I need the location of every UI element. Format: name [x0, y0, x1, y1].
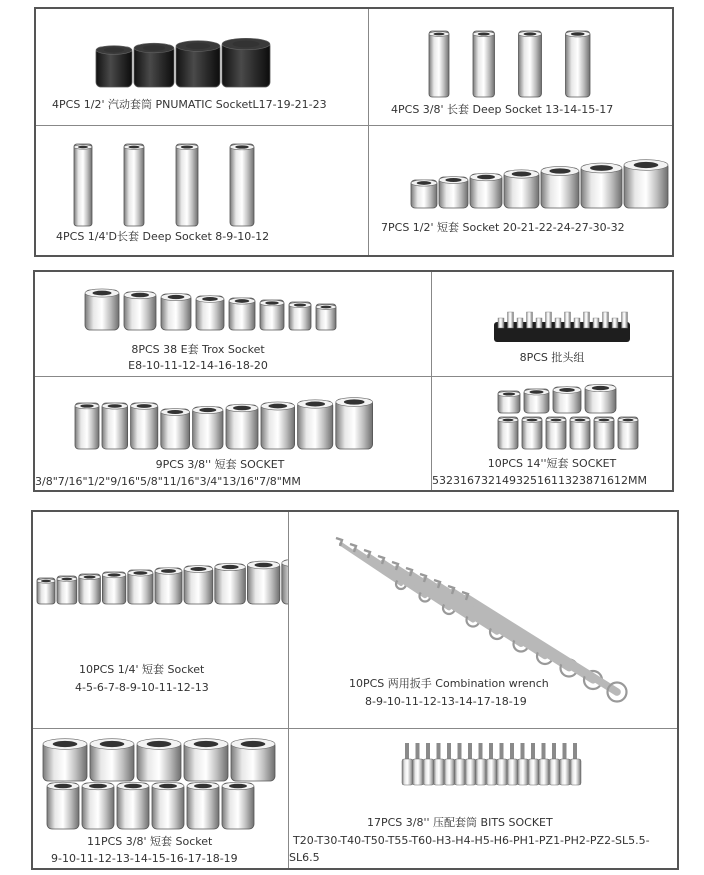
bit-socket-icon	[507, 743, 518, 785]
bit-socket-icon	[486, 743, 497, 785]
product-caption: 10PCS 1/4' 短套 Socket	[79, 663, 205, 676]
panel-deep-and-pneumatic-sockets	[34, 7, 674, 257]
socket-icon	[618, 417, 638, 449]
socket-icon	[522, 417, 542, 449]
socket-icon	[282, 559, 288, 604]
bit-socket-icon	[402, 743, 413, 785]
socket-icon	[298, 400, 333, 449]
bit-socket-icon	[497, 743, 508, 785]
bit-socket-icon	[444, 743, 455, 785]
socket-icon	[47, 782, 79, 829]
product-cell-deep-socket-1-4[interactable]	[36, 126, 368, 255]
product-caption: 11PCS 3/8' 短套 Socket	[87, 835, 213, 848]
bit-socket-icon	[560, 743, 571, 785]
bit-socket-icon	[455, 743, 466, 785]
socket-icon	[546, 417, 566, 449]
product-caption: 17PCS 3/8'' 压配套筒 BITS SOCKET	[367, 816, 553, 829]
product-caption: 8PCS 38 E套 Trox Socket	[131, 343, 265, 356]
product-caption: 7PCS 1/2' 短套 Socket 20-21-22-24-27-30-32	[381, 221, 625, 234]
socket-icon	[161, 409, 190, 449]
socket-icon	[624, 160, 668, 208]
panel-sockets-wrenches-bits	[31, 510, 679, 870]
product-caption: 9PCS 3/8'' 短套 SOCKET	[155, 458, 285, 471]
socket-icon	[124, 291, 156, 330]
bit-socket-icon	[413, 743, 424, 785]
product-cell-short-socket-1-2[interactable]	[369, 126, 672, 255]
product-cell-11pcs-socket[interactable]	[33, 729, 288, 868]
bit-socket-icon	[518, 743, 529, 785]
socket-icon	[187, 782, 219, 829]
socket-icon	[184, 739, 228, 781]
socket-icon	[289, 302, 311, 330]
socket-icon	[90, 739, 134, 781]
bit-socket-icon	[570, 743, 581, 785]
socket-icon	[336, 398, 373, 449]
bit-socket-icon	[549, 743, 560, 785]
product-cell-e-trox-socket[interactable]	[35, 272, 431, 376]
short-sockets-image	[369, 126, 672, 255]
socket-icon	[570, 417, 590, 449]
socket-icon	[193, 406, 223, 449]
socket-icon	[43, 739, 87, 781]
socket-icon	[134, 43, 174, 87]
bit-socket-icon	[465, 743, 476, 785]
bit-socket-icon	[528, 743, 539, 785]
socket-icon	[196, 296, 224, 330]
short-sockets-image	[33, 512, 288, 728]
socket-icon	[74, 144, 92, 226]
product-cell-9pcs-socket[interactable]	[35, 377, 431, 490]
product-cell-bit-set[interactable]	[432, 272, 672, 376]
socket-icon	[82, 782, 114, 829]
product-caption: 8-9-10-11-12-13-14-17-18-19	[365, 695, 527, 708]
product-cell-deep-socket-3-8[interactable]	[369, 9, 672, 125]
socket-icon	[594, 417, 614, 449]
product-cell-bits-socket[interactable]	[289, 729, 677, 868]
bit-socket-icon	[539, 743, 550, 785]
socket-icon	[498, 417, 518, 449]
socket-icon	[75, 403, 99, 449]
socket-icon	[411, 180, 437, 208]
product-cell-combination-wrench[interactable]	[289, 512, 677, 728]
socket-icon	[229, 298, 255, 330]
socket-icon	[215, 563, 246, 604]
socket-icon	[261, 402, 295, 449]
socket-icon	[498, 391, 520, 413]
socket-icon	[470, 173, 502, 208]
socket-icon	[85, 289, 119, 330]
socket-icon	[102, 572, 125, 604]
socket-icon	[131, 403, 158, 449]
product-caption: T20-T30-T40-T50-T55-T60-H3-H4-H5-H6-PH1-PZ1-PH2-PZ2-SL5.5-	[293, 834, 650, 847]
product-cell-1-4-socket[interactable]	[33, 512, 288, 728]
socket-icon	[124, 144, 144, 226]
socket-icon	[247, 561, 279, 604]
socket-icon	[79, 574, 101, 604]
bit-socket-icon	[434, 743, 445, 785]
socket-icon	[519, 31, 542, 97]
product-caption: 8PCS 批头组	[519, 351, 585, 364]
product-caption: SL6.5	[289, 851, 320, 864]
socket-icon	[429, 31, 449, 97]
socket-icon	[316, 304, 336, 330]
product-caption: 10PCS 两用扳手 Combination wrench	[349, 677, 549, 690]
socket-icon	[152, 782, 184, 829]
socket-icon	[37, 578, 55, 604]
socket-icon	[222, 38, 270, 87]
product-caption: 4-5-6-7-8-9-10-11-12-13	[75, 681, 209, 694]
socket-icon	[566, 31, 591, 97]
socket-icon	[137, 739, 181, 781]
bit-socket-icon	[476, 743, 487, 785]
socket-icon	[176, 41, 220, 87]
socket-icon	[102, 403, 128, 449]
bit-socket-icon	[423, 743, 434, 785]
product-caption: 3/8"7/16"1/2"9/16"5/8"11/16"3/4"13/16"7/8"MM	[35, 475, 301, 488]
socket-icon	[230, 144, 254, 226]
socket-icon	[176, 144, 198, 226]
product-caption: 4PCS 1/2' 汽动套筒 PNUMATIC SocketL17-19-21-23	[52, 98, 327, 111]
socket-icon	[541, 166, 579, 208]
socket-icon	[231, 739, 275, 781]
socket-icon	[222, 782, 254, 829]
socket-icon	[524, 389, 549, 413]
product-caption: 4PCS 3/8' 长套 Deep Socket 13-14-15-17	[391, 103, 614, 116]
socket-icon	[260, 300, 284, 330]
socket-icon	[585, 384, 616, 413]
socket-icon	[184, 566, 213, 604]
socket-icon	[117, 782, 149, 829]
socket-icon	[155, 568, 182, 604]
socket-icon	[473, 31, 495, 97]
product-cell-10pcs-socket[interactable]	[432, 377, 672, 490]
socket-icon	[57, 576, 77, 604]
panel-socket-and-bit-sets	[33, 270, 674, 492]
socket-icon	[226, 404, 258, 449]
product-cell-pneumatic-sockets[interactable]	[36, 9, 368, 125]
socket-icon	[96, 46, 132, 87]
product-caption: 4PCS 1/4'D长套 Deep Socket 8-9-10-12	[56, 230, 270, 243]
bit-holder-icon	[494, 312, 630, 342]
product-caption: 5323167321493251611323871612MM	[432, 474, 647, 487]
product-caption: 9-10-11-12-13-14-15-16-17-18-19	[51, 852, 238, 865]
product-caption: 10PCS 14''短套 SOCKET	[487, 457, 617, 470]
socket-icon	[504, 170, 539, 208]
product-caption: E8-10-11-12-14-16-18-20	[128, 359, 268, 372]
socket-icon	[161, 293, 191, 330]
socket-icon	[128, 570, 153, 604]
socket-icon	[553, 387, 581, 413]
socket-icon	[581, 163, 622, 208]
socket-icon	[439, 177, 468, 208]
wrench-icon	[350, 544, 431, 602]
